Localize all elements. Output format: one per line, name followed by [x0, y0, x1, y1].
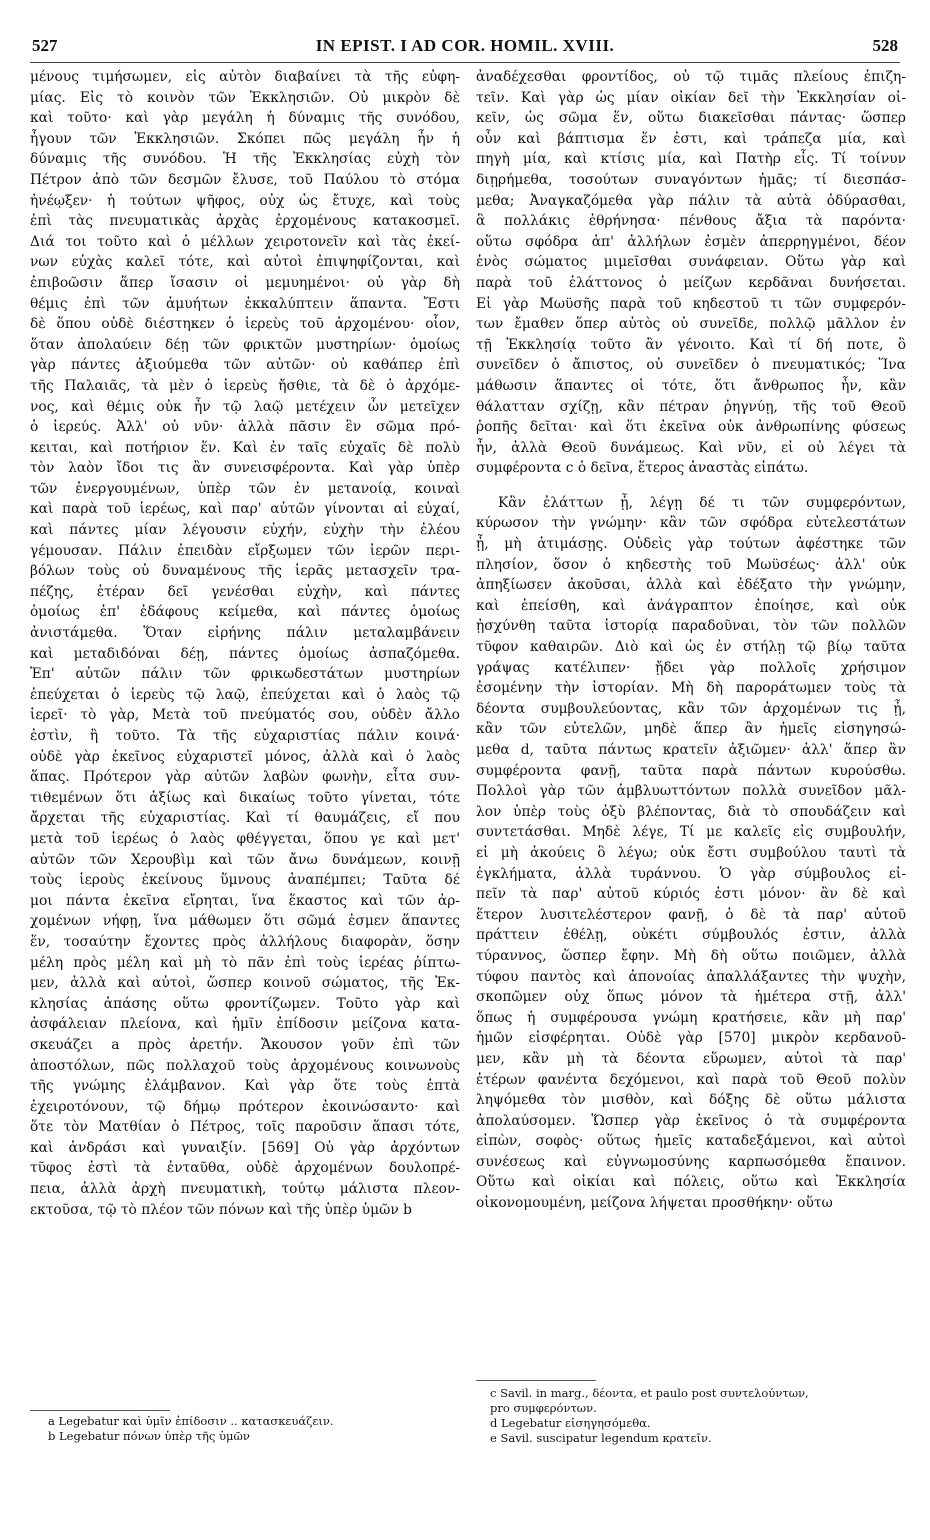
text-line: ἀποστόλων, πῶς πολλαχοῦ τοὺς ἀρχομένους κοινωνοὺς: [30, 1057, 460, 1074]
text-line: τιθεμένων ὅτι ἀξίως καὶ δικαίως τοῦτο γίνεται, τότε: [30, 789, 460, 806]
text-line: σκοπῶμεν οὐχ ὅπως μόνον τὰ ἡμέτερα στῇ, ἀλλ': [476, 989, 906, 1006]
text-line: καὶ παρὰ τοῦ ἱερέως, καὶ παρ' αὐτῶν γίνονται αἱ εὐχαί,: [30, 501, 460, 518]
text-line: οὐδὲ γὰρ ἐκεῖνος εὐχαριστεῖ μόνος, ἀλλὰ καὶ ὁ λαὸς: [30, 748, 460, 765]
running-title: IN EPIST. I AD COR. HOMIL. XVIII.: [315, 36, 615, 55]
text-line: μεν, κἂν μὴ τὰ δέοντα εὕρωμεν, αὐτοὶ τὰ παρ': [476, 1050, 906, 1067]
text-line: πέζης, ἑτέραν δεῖ γενέσθαι εὐχὴν, καὶ πάντες: [30, 583, 460, 600]
footnote-rule-right: [476, 1380, 596, 1381]
text-line: ἡμῶν εἰσφέρηται. Οὐδὲ γὰρ [570] μικρὸν κερδανοῦ-: [476, 1030, 906, 1047]
text-line: ῥοπῆς δεῖται· καὶ ὅτι ἐκεῖνα οὐκ ἀνθρωπίνης φύσεως: [476, 419, 906, 436]
text-line: οὖν καὶ βάπτισμα ἕν ἐστι, καὶ τράπεζα μία, καὶ: [476, 130, 906, 147]
text-line: νων εὐχὰς καλεῖ τότε, καὶ αὐτοὶ ἐπιψηφίζονται, καὶ: [30, 254, 460, 271]
text-line: πεῖν τὰ παρ' αὐτοῦ κύριός ἐστι μόνον· ἂν δὲ καὶ: [476, 886, 906, 903]
text-line: τῆς Παλαιᾶς, τὰ μὲν ὁ ἱερεὺς ἤσθιε, τὰ δὲ ὁ ἀρχόμε-: [30, 377, 460, 394]
text-line: μεθα d, ταῦτα πάντως κρατεῖν ἀξιῶμεν· ἀλλ' ἅπερ ἂν: [476, 742, 906, 758]
text-line: μίας. Εἰς τὸ κοινὸν τῶν Ἐκκλησιῶν. Οὐ μικρὸν δὲ: [30, 89, 460, 106]
text-line: οἰκονομουμένη, μείζονα λήψεται προσθήκην· οὕτω: [476, 1195, 833, 1212]
text-line: ἃ πολλάκις ἐθρήνησα· πένθους ἄξια τὰ παρόντα·: [476, 213, 906, 230]
text-line: Πολλοὶ γὰρ τῶν ἀμβλυωττόντων πολλὰ συνεῖδον μᾶλ-: [476, 783, 906, 800]
footnote-line: e Savil. suscipatur legendum κρατεῖν.: [490, 1431, 712, 1445]
text-line: των ἔμαθεν ὅπερ αὐτὸς οὐ συνεῖδε, πολλῷ μᾶλλον ἐν: [476, 316, 906, 333]
text-line: δέοντα συμβουλεύοντας, κἂν τῶν ἀρχομένων τις ᾖ,: [476, 700, 906, 717]
text-line: ἐστὶν, ἢ τοῦτο. Τὰ τῆς εὐχαριστίας πάλιν κοινά·: [30, 728, 460, 744]
paragraph-gap: [476, 479, 906, 493]
text-line: ἑνὸς σώματος μιμεῖσθαι συνάφειαν. Οὕτω γὰρ καὶ: [476, 254, 906, 271]
text-line: τὸν λαὸν ἴδοι τις ἂν συνεισφέροντα. Καὶ γὰρ ὑπὲρ: [30, 460, 460, 477]
right-column-paragraph-1: [476, 67, 906, 479]
text-line: ἕτερον λυσιτελέστερον φανῇ, ὁ δὲ τὰ παρ' αὐτοῦ: [476, 906, 906, 923]
text-line: καὶ ἐπείσθη, καὶ ἀνάγραπτον ἐποίησε, καὶ οὐκ: [476, 597, 906, 614]
footnote-rule-left: [30, 1410, 170, 1411]
text-line: καὶ ἀνδράσι καὶ γυναιξίν. [569] Οὐ γὰρ ἀρχόντων: [30, 1139, 460, 1156]
text-line: πηγὴ μία, καὶ κτίσις μία, καὶ Πατὴρ εἷς. Τί τοίνυν: [476, 151, 906, 168]
text-line: πεια, ἀλλὰ ἀρχὴ πνευματικὴ, τούτῳ μάλιστα πλεον-: [30, 1181, 460, 1198]
left-column: [30, 67, 460, 1220]
text-line: μέλη πρὸς μέλη καὶ μὴ τὸ πᾶν ἐπὶ τοὺς ἱερέας ῥίπτω-: [30, 954, 460, 971]
text-line: κεῖν, ὡς σῶμα ἕν, οὕτω διακεῖσθαι πάντας· ὥσπερ: [476, 110, 906, 127]
right-column: [476, 67, 906, 1214]
text-line: συμφέροντα c ὁ δεῖνα, ἕτερος ἀναστὰς εἰπάτω.: [476, 460, 809, 477]
text-line: ὅπως ἡ συμφέρουσα γνώμη κρατήσειε, κἂν μὴ παρ': [476, 1009, 906, 1026]
text-line: τύφου παντὸς καὶ ἀπονοίας ἀπαλλάξαντες τὴν ψυχὴν,: [476, 968, 906, 985]
text-line: αὐτῶν τῶν Χερουβὶμ καὶ τῶν ἄνω δυνάμεων, κοινῇ: [30, 851, 460, 868]
page-number-left: 527: [32, 36, 58, 55]
text-line: ὁμοίως ἐπ' ἐδάφους κείμεθα, καὶ πάντες ὁμοίως: [30, 604, 460, 621]
text-line: ὅταν ἀπολαύειν δέῃ τῶν φρικτῶν μυστηρίων· ὁμοίως: [30, 336, 460, 353]
text-line: εἰπὼν, σοφὸς· οὕτως ἡμεῖς καταδεξάμενοι, καὶ αὐτοὶ: [476, 1133, 906, 1150]
text-line: μοι πάντα ἐκεῖνα εἴρηται, ἵνα ἕκαστος καὶ τῶν ἀρ-: [30, 892, 460, 909]
text-line: κύρωσον τὴν γνώμην· κἂν τῶν σφόδρα εὐτελεστάτων: [476, 515, 906, 532]
text-line: ἅπας. Πρότερον γὰρ αὐτῶν λαβὼν φωνὴν, εἶτα συν-: [30, 769, 460, 786]
text-line: κλησίας ἁπάσης οὕτω φροντίζωμεν. Τοῦτο γὰρ καὶ: [30, 995, 460, 1012]
text-line: Οὕτω καὶ οἰκίαι καὶ πόλεις, οὕτω καὶ Ἐκκλησία: [476, 1174, 906, 1191]
text-line: σκευάζει a πρὸς ἀρετήν. Ἄκουσον γοῦν ἐπὶ τῶν: [30, 1036, 460, 1053]
right-column-paragraph-2: [476, 493, 906, 1214]
text-line: ἑτέρων φανέντα δεχόμενοι, καὶ παρὰ τοῦ Θεοῦ πολὺν: [476, 1071, 906, 1088]
text-line: ἐπεύχεται ὁ ἱερεὺς τῷ λαῷ, ἐπεύχεται καὶ ὁ λαὸς τῷ: [30, 686, 460, 703]
text-line: ἐπιβοῶσιν ἅπερ ἴσασιν οἱ μεμυημένοι· οὐ γὰρ δὴ: [30, 274, 460, 291]
text-line: κἂν τῶν εὐτελῶν, μηδὲ ἅπερ ἂν ἡμεῖς εἰσηγησώ-: [476, 721, 906, 738]
footnotes-right: [490, 1386, 809, 1446]
footnote-line: a Legebatur καὶ ὑμῖν ἐπίδοσιν .. κατασκευάζειν.: [48, 1414, 334, 1428]
text-line: ληψόμεθα τὸν μισθὸν, καὶ δόξης δὲ οὕτω μάλιστα: [476, 1092, 906, 1109]
text-line: ἀναδέχεσθαι φροντίδος, οὐ τῷ τιμᾶς πλείους ἐπιζη-: [476, 69, 906, 85]
text-line: Κἂν ἐλάττων ᾖ, λέγῃ δέ τι τῶν συμφερόντων,: [498, 494, 906, 511]
text-line: καὶ τοῦτο· καὶ γὰρ μεγάλη ἡ δύναμις τῆς συνόδου,: [30, 110, 460, 127]
text-line: Πέτρον ἀπὸ τῶν δεσμῶν ἔλυσε, τοῦ Παύλου τὸ στόμα: [30, 171, 460, 188]
text-line: ἀνιστάμεθα. Ὅταν εἰρήνης πάλιν μεταλαμβάνειν: [30, 625, 460, 642]
text-line: τῶν ἐνεργουμένων, ὑπὲρ τῶν ἐν μετανοίᾳ, κοιναὶ: [30, 480, 460, 497]
text-line: τῦφος ἐστὶ τὰ ἐνταῦθα, οὐδὲ ἀρχομένων δουλοπρέ-: [30, 1160, 460, 1177]
footnote-line: c Savil. in marg., δέοντα, et paulo post συντελούντων,: [490, 1386, 809, 1400]
text-line: ᾐσχύνθη ταῦτα ἱστορίᾳ παραδοῦναι, τὸν τῶν πολλῶν: [476, 618, 906, 635]
text-line: ἄρχεται τῆς εὐχαριστίας. Καὶ τί θαυμάζεις, εἴ που: [30, 810, 460, 827]
text-line: ἐγκλήματα, ἀλλὰ τυράννου. Ὁ γὰρ σύμβουλος εἰ-: [476, 865, 906, 882]
text-line: τῦφον καθαιρῶν. Διὸ καὶ ὡς ἐν στήλῃ τῷ βίῳ ταῦτα: [476, 639, 906, 656]
text-line: ἠνέῳξεν· ἡ τούτων ψῆφος, οὐχ ὡς ἔτυχε, καὶ τοὺς: [30, 192, 460, 209]
text-line: ἐχειροτόνουν, τῷ δήμῳ πρότερον ἐκοινώσαντο· καὶ: [30, 1098, 460, 1115]
text-line: ἱερεῖ· τὸ γὰρ, Μετὰ τοῦ πνεύματός σου, οὐδὲν ἄλλο: [30, 707, 460, 724]
text-line: μεθα; Ἀναγκαζόμεθα γὰρ πάλιν τὰ αὐτὰ ὀδύρασθαι,: [476, 192, 906, 209]
text-line: τῆς γνώμης ἐλάμβανον. Καὶ γὰρ ὅτε τοὺς ἑπτὰ: [30, 1078, 460, 1095]
text-line: θέμις ἐπὶ τῶν ἀμυήτων ἐκκαλύπτειν ἅπαντα. Ἔστι: [30, 295, 460, 312]
text-line: γέμουσαν. Πάλιν ἐπειδὰν εἴρξωμεν τῶν ἱερῶν περι-: [30, 542, 460, 559]
text-line: λον ὑπὲρ τοὺς ὀξὺ βλέποντας, διὰ τὸ σπουδάζειν καὶ: [476, 803, 906, 820]
text-line: θάλατταν σχίζῃ, κἂν πέτραν ῥηγνύῃ, τῆς τοῦ Θεοῦ: [476, 398, 906, 415]
text-line: τῇ Ἐκκλησίᾳ τοῦτο ἂν γένοιτο. Καὶ τί δή ποτε, ὃ: [476, 336, 906, 353]
text-line: τύραννος, ὥσπερ ἔφην. Μὴ δὴ οὕτω ποιῶμεν, ἀλλὰ: [476, 947, 906, 964]
page-header: [30, 36, 900, 60]
text-line: ὁ ἱερεύς. Ἀλλ' οὐ νῦν· ἀλλὰ πᾶσιν ἓν σῶμα πρό-: [30, 419, 460, 436]
page-number-right: 528: [872, 36, 898, 55]
text-line: ἐπὶ τὰς πνευματικὰς ἀρχὰς ἐρχομένους κατακοσμεῖ.: [30, 213, 460, 230]
footnote-line: pro συμφερόντων.: [490, 1401, 597, 1415]
text-line: γράψας κατέλιπεν· ᾔδει γὰρ πολλοῖς χρήσιμον: [476, 659, 906, 676]
text-line: μένους τιμήσωμεν, εἰς αὐτὸν διαβαίνει τὰ τῆς εὐφη-: [30, 69, 460, 85]
text-line: καὶ μεταδιδόναι δέῃ, πάντες ὁμοίως ἀσπαζόμεθα.: [30, 645, 460, 662]
text-line: εἰ μὴ ἀκούεις ὃ λέγω; οὐκ ἔστι συμβούλου ταυτὶ τὰ: [476, 844, 906, 861]
text-line: συμφέροντα φανῇ, ταῦτα παρὰ πάντων κυρούσθω.: [476, 762, 906, 779]
text-line: Εἰ γὰρ Μωϋσῆς παρὰ τοῦ κηδεστοῦ τι τῶν συμφερόν-: [476, 295, 906, 312]
text-line: ἦν, ἀλλὰ Θεοῦ δυνάμεως. Καὶ νῦν, εἰ οὐ λέγει τὰ: [476, 439, 906, 456]
text-line: ἕν, τοσαύτην ἔχοντες πρὸς ἀλλήλους διαφορὰν, ὅσην: [30, 933, 460, 950]
text-line: εκτοῦσα, τῷ τὸ πλέον τῶν πόνων καὶ τῆς ὑπὲρ ὑμῶν b: [30, 1201, 412, 1218]
text-line: ὅτε τὸν Ματθίαν ὁ Πέτρος, τοῖς παροῦσιν ἅπασι τότε,: [30, 1119, 460, 1136]
text-line: ἀπηξίωσεν ἀκοῦσαι, ἀλλὰ καὶ ἐδέξατο τὴν γνώμην,: [476, 577, 906, 594]
text-line: γὰρ πάντες ἀξιούμεθα τῶν αὐτῶν· οὐ καθάπερ ἐπὶ: [30, 357, 460, 374]
text-line: μάθωσιν ἅπαντες οἱ τότε, ὅτι ἄνθρωπος ἦν, κἂν: [476, 377, 906, 394]
text-line: πλησίον, ὅσον ὁ κηδεστὴς τοῦ Μωϋσέως· ἀλλ' οὐκ: [476, 556, 906, 573]
header-rule: [30, 62, 900, 63]
text-line: Ἐπ' αὐτῶν πάλιν τῶν φρικωδεστάτων μυστηρίων: [30, 666, 460, 683]
footnote-line: d Legebatur εἰσηγησόμεθα.: [490, 1416, 651, 1430]
footnote-line: b Legebatur πόνων ὑπὲρ τῆς ὑμῶν: [48, 1429, 250, 1443]
text-line: τοὺς ἱεροὺς ἐκείνους ὕμνους ἀναπέμπει; Ταῦτα δέ: [30, 872, 460, 889]
text-line: οὕτω σφόδρα ἀπ' ἀλλήλων ἐσμὲν ἀπερρηγμένοι, δέον: [476, 233, 906, 250]
text-line: ἦγουν τῶν Ἐκκλησιῶν. Σκόπει πῶς μεγάλη ἦν ἡ: [30, 130, 460, 147]
text-line: συνέσεως καὶ εὐγνωμοσύνης καρπωσόμεθα ἔπαινον.: [476, 1153, 906, 1170]
text-line: τεῖν. Καὶ γὰρ ὡς μίαν οἰκίαν δεῖ τὴν Ἐκκλησίαν οἰ-: [476, 89, 906, 106]
text-line: μεν, ἀλλὰ καὶ αὐτοὶ, ὥσπερ κοινοῦ σώματος, τῆς Ἐκ-: [30, 975, 460, 992]
footnotes-left: [48, 1414, 334, 1444]
text-line: συνεῖδεν ὁ ἄπιστος, οὐ συνεῖδεν ὁ πνευματικός; Ἵνα: [476, 357, 906, 374]
text-line: δύναμις τῆς συνόδου. Ἡ τῆς Ἐκκλησίας εὐχὴ τὸν: [30, 151, 460, 168]
text-line: ἀσφάλειαν πλείονα, καὶ ἡμῖν ἐπίδοσιν μείζονα κατα-: [30, 1016, 460, 1033]
text-line: διῃρήμεθα, τοσούτων συναγόντων ἡμᾶς; τί διεσπάσ-: [476, 171, 906, 188]
text-line: συντετάσθαι. Μηδὲ λέγε, Τί με καλεῖς εἰς συμβουλήν,: [476, 824, 906, 841]
text-line: ᾖ, μὴ ἀτιμάσῃς. Οὐδεὶς γὰρ τούτων ἀφέστηκε τῶν: [476, 536, 906, 553]
text-line: βόλων τοὺς οὐ δυναμένους τῆς ἱερᾶς μετασχεῖν τρα-: [30, 563, 460, 580]
text-line: παρὰ τοῦ ἐλάττονος ὁ μείζων κερδᾶναι δυνήσεται.: [476, 274, 906, 291]
text-line: χομένων νήφῃ, ἵνα μάθωμεν ὅτι σῶμά ἐσμεν ἅπαντες: [30, 913, 460, 930]
text-line: Διά τοι τοῦτο καὶ ὁ μέλλων χειροτονεῖν καὶ τὰς ἐκεί-: [30, 233, 460, 250]
text-line: μετὰ τοῦ ἱερέως ὁ λαὸς φθέγγεται, ὅπου γε καὶ μετ': [30, 830, 460, 847]
text-line: νος, καὶ θέμις οὐκ ἦν τῷ λαῷ μετέχειν ὧν μετεῖχεν: [30, 398, 460, 415]
text-line: δὲ ὅπου οὐδὲ διέστηκεν ὁ ἱερεὺς τοῦ ἀρχομένου· οἷον,: [30, 316, 460, 333]
text-line: ἀπολαύσομεν. Ὥσπερ γὰρ ἐκεῖνος ὁ τὰ συμφέροντα: [476, 1112, 906, 1129]
text-line: ἐσομένην τὴν ἱστορίαν. Μὴ δὴ παροράτωμεν τοὺς τὰ: [476, 680, 906, 697]
text-line: πράττειν ἐθέλῃ, οὐκέτι σύμβουλός ἐστιν, ἀλλὰ: [476, 927, 906, 944]
text-line: καὶ πάντες μίαν λέγουσιν εὐχήν, εὐχὴν τὴν ἐλέου: [30, 522, 460, 539]
text-line: κειται, καὶ ποτήριον ἕν. Καὶ ἐν ταῖς εὐχαῖς δὲ πολὺ: [30, 439, 460, 456]
